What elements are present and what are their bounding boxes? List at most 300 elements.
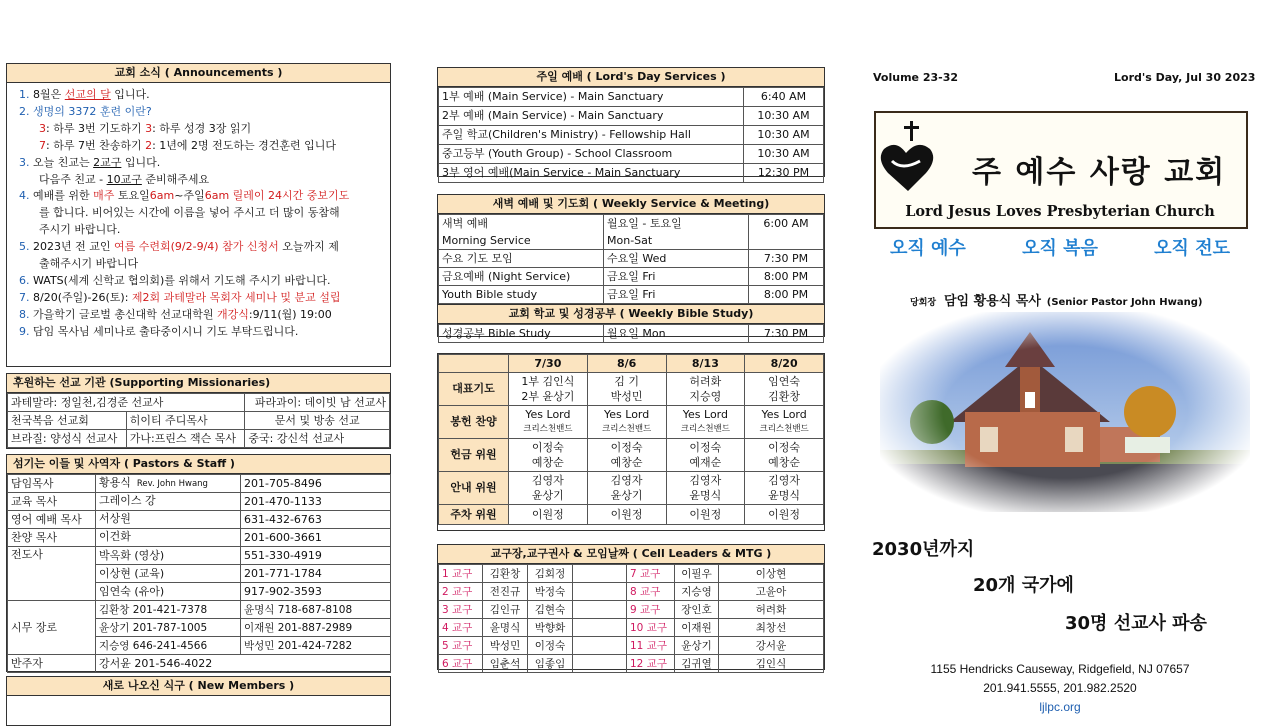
announcement-text: 준비해주세요 (141, 172, 210, 186)
cell-leader-name: 임춘석 (483, 655, 528, 673)
weekly-time (749, 232, 824, 250)
cell-leader-row (439, 583, 824, 601)
weekly-row (439, 215, 824, 233)
cell-leader-row (439, 637, 824, 655)
weekly-day: 금요일 Fri (604, 286, 749, 304)
announcement-continuation (27, 138, 390, 155)
roster-label: 봉헌 찬양 (439, 406, 509, 439)
announcement-continuation (27, 121, 390, 138)
service-name: 3부 영어 예배(Main Service - Main Sanctuary (439, 164, 744, 183)
cell-leader-name: 허려화 (719, 601, 824, 619)
cell-group-label: 11 교구 (627, 637, 675, 655)
weekly-day: Mon-Sat (604, 232, 749, 250)
cell-leader-name: 이상현 (719, 565, 824, 583)
service-row (439, 126, 824, 145)
roster-entry: Yes Lord (761, 408, 807, 421)
roster-entry: 이정숙 (531, 441, 564, 454)
cell-leaders-table (438, 564, 824, 673)
roster-row (439, 373, 824, 406)
roster-entry: 예창순 (610, 456, 643, 469)
announcement-text: 입니다. (121, 155, 161, 169)
bible-study-table (438, 324, 824, 343)
announcement-text: 를 합니다. 비어있는 시간에 이름을 넣어 주시고 더 많이 동참해 (39, 206, 340, 220)
announcement-text: 매주 (93, 189, 115, 203)
service-row (439, 88, 824, 107)
announcement-text: 예배를 위한 (33, 189, 94, 203)
cell-leaders-panel (437, 544, 825, 670)
roster-entry: 1부 김인식 (521, 375, 575, 388)
announcement-text: 6am (149, 189, 175, 203)
accompanist-role: 반주자 (8, 655, 96, 673)
church-website-link[interactable]: ljlpc.org (1039, 700, 1081, 714)
missionary-cell: 파라과이: 데이빗 남 선교사 (245, 394, 390, 412)
motto-row (890, 234, 1230, 260)
weekly-title: 새벽 예배 및 기도회 ( Weekly Service & Meeting) (438, 195, 824, 214)
roster-cell (666, 406, 745, 439)
roster-entry: 허려화 (689, 375, 722, 388)
announcement-text: 입니다. (110, 88, 150, 101)
roster-table (438, 354, 824, 525)
announcement-item (33, 104, 390, 121)
motto-1: 오직 예수 (890, 238, 966, 259)
roster-entry: 이원정 (768, 508, 801, 521)
roster-entry: 크리스천밴드 (680, 424, 731, 434)
bible-study-time: 7:30 PM (749, 325, 824, 343)
roster-entry: 이정숙 (610, 441, 643, 454)
lords-day-title: 주일 예배 ( Lord's Day Services ) (438, 68, 824, 87)
announcement-text: 10교구 (106, 172, 142, 186)
roster-header-row (439, 355, 824, 373)
roster-cell (666, 505, 745, 525)
cell-leader-name: 장인호 (675, 601, 719, 619)
roster-cell (509, 406, 588, 439)
announcement-item (33, 290, 390, 307)
staff-role: 교육 목사 (8, 493, 96, 511)
elder-entry: 김환창 201-421-7378 (96, 601, 241, 619)
roster-entry: 지승영 (689, 390, 722, 403)
weekly-time: 6:00 AM (749, 215, 824, 233)
staff-role: 영어 예배 목사 (8, 511, 96, 529)
cell-group-label: 6 교구 (439, 655, 483, 673)
roster-corner (439, 355, 509, 373)
cell-group-label: 2 교구 (439, 583, 483, 601)
roster-date: 8/6 (587, 355, 666, 373)
service-time: 10:30 AM (744, 145, 824, 164)
announcement-text: : 1년에 2명 전도하는 경건훈련 입니다 (152, 138, 337, 152)
new-members-panel (6, 676, 391, 726)
announcement-text: 가을학기 글로벌 총신대학 선교대학원 (33, 307, 218, 321)
evangelist-phone: 551-330-4919 (241, 547, 391, 565)
roster-label: 대표기도 (439, 373, 509, 406)
motto-2: 오직 복음 (1022, 238, 1098, 259)
roster-cell (745, 439, 824, 472)
roster-label: 주차 위원 (439, 505, 509, 525)
missionary-cell: 중국: 강신석 선교사 (245, 430, 390, 448)
logo-korean-text: 주 예수 사랑 교회 (972, 155, 1227, 190)
vision-line-1: 2030년까지 (872, 539, 975, 560)
announcement-text: : 하루 7번 찬송하기 (46, 138, 146, 152)
weekly-time: 7:30 PM (749, 250, 824, 268)
service-time: 12:30 PM (744, 164, 824, 183)
cell-group-label: 10 교구 (627, 619, 675, 637)
announcement-item (33, 239, 390, 256)
roster-entry: Yes Lord (525, 408, 571, 421)
announcement-text: : 하루 성경 3장 읽기 (152, 121, 252, 135)
roster-entry: 2부 윤상기 (521, 390, 575, 403)
cell-leader-name (573, 601, 627, 619)
announcement-continuation (27, 222, 390, 239)
roster-row (439, 472, 824, 505)
missionary-cell: 문서 및 방송 선교 (245, 412, 390, 430)
accompanist-row (8, 655, 391, 673)
cell-leader-name: 박성민 (483, 637, 528, 655)
church-name: Lord Jesus Loves Presbyterian Church (905, 203, 1215, 220)
announcements-panel (6, 63, 391, 367)
announcement-text: WATS(세계 신학교 협의회)를 위해서 기도해 주시기 바랍니다. (33, 273, 331, 287)
staff-panel (6, 454, 391, 672)
staff-name (96, 475, 241, 493)
announcement-text: 오늘 친교는 (33, 155, 94, 169)
cell-leader-name: 김귀열 (675, 655, 719, 673)
missionaries-panel (6, 373, 391, 449)
cell-group-label: 12 교구 (627, 655, 675, 673)
elder-row (8, 601, 391, 619)
missionary-cell: 히이티 주디목사 (126, 412, 245, 430)
roster-entry: 박성민 (610, 390, 643, 403)
staff-name-text: 이건화 (99, 530, 131, 543)
staff-name-text: 서상원 (99, 512, 131, 525)
motto-3: 오직 전도 (1154, 238, 1230, 259)
weekly-time: 8:00 PM (749, 286, 824, 304)
weekly-name: Youth Bible study (439, 286, 604, 304)
accompanist-entry: 강서윤 201-546-4022 (96, 655, 391, 673)
cell-leader-name: 이필우 (675, 565, 719, 583)
evangelist-role (8, 565, 96, 583)
cell-leader-name: 김인식 (719, 655, 824, 673)
roster-entry: 크리스천밴드 (523, 424, 573, 434)
roster-label: 헌금 위원 (439, 439, 509, 472)
evangelist-row (8, 583, 391, 601)
service-time: 6:40 AM (744, 88, 824, 107)
announcement-continuation (27, 172, 390, 189)
announcement-text: 2023년 전 교인 (33, 240, 114, 254)
announcement-text: 담임 목사님 세미나로 출타중이시니 기도 부탁드립니다. (33, 324, 299, 338)
roster-entry: 김영자 (768, 474, 801, 487)
weekly-row (439, 286, 824, 304)
roster-entry: 예창순 (531, 456, 564, 469)
evangelist-name: 이상현 (교육) (96, 565, 241, 583)
new-members-title: 새로 나오신 식구 ( New Members ) (7, 677, 390, 696)
lords-day-table (438, 87, 824, 183)
announcement-text: 3 (39, 121, 46, 135)
announcement-item (33, 307, 390, 324)
roster-entry: Yes Lord (682, 408, 728, 421)
pastor-prefix: 당회장 (910, 298, 937, 308)
announcements-title: 교회 소식 ( Announcements ) (7, 64, 390, 83)
staff-name-en: Rev. John Hwang (136, 479, 208, 489)
issue-date: Lord's Day, Jul 30 2023 (1114, 71, 1256, 84)
cell-leader-row (439, 601, 824, 619)
roster-cell (745, 505, 824, 525)
church-address: 1155 Hendricks Causeway, Ridgefield, NJ 07657 (930, 662, 1190, 676)
evangelist-row (8, 547, 391, 565)
cell-leader-name: 김현숙 (528, 601, 573, 619)
announcement-text: 출해주시기 바랍니다 (39, 257, 139, 271)
weekly-name: Morning Service (439, 232, 604, 250)
service-row (439, 107, 824, 126)
weekly-name: 수요 기도 모임 (439, 250, 604, 268)
cell-leader-name (573, 619, 627, 637)
evangelist-phone: 917-902-3593 (241, 583, 391, 601)
cell-leader-name: 윤명식 (483, 619, 528, 637)
cell-leader-name: 이재원 (675, 619, 719, 637)
staff-role: 담임목사 (8, 475, 96, 493)
roster-cell (587, 505, 666, 525)
staff-table (7, 474, 391, 673)
church-phones: 201.941.5555, 201.982.2520 (983, 681, 1137, 695)
weekly-name: 금요예배 (Night Service) (439, 268, 604, 286)
service-time: 10:30 AM (744, 126, 824, 145)
bible-study-title: 교회 학교 및 성경공부 ( Weekly Bible Study) (438, 304, 824, 324)
roster-date: 8/20 (745, 355, 824, 373)
cell-group-label: 5 교구 (439, 637, 483, 655)
roster-date: 8/13 (666, 355, 745, 373)
staff-name-text: 그레이스 강 (99, 494, 156, 507)
roster-cell (587, 472, 666, 505)
cell-leader-name: 임좋임 (528, 655, 573, 673)
cell-leader-row (439, 565, 824, 583)
roster-label: 안내 위원 (439, 472, 509, 505)
weekly-table (438, 214, 824, 304)
cell-leader-row (439, 655, 824, 673)
weekly-time: 8:00 PM (749, 268, 824, 286)
announcement-text: 오늘까지 제 (278, 240, 339, 254)
cell-leader-name (573, 655, 627, 673)
announcement-item (33, 273, 390, 290)
staff-row (8, 511, 391, 529)
announcement-text: 7 (39, 138, 46, 152)
church-building-photo (880, 312, 1250, 512)
cell-leader-name: 박향화 (528, 619, 573, 637)
announcement-text: 주시기 바랍니다. (39, 223, 121, 237)
cell-leader-row (439, 619, 824, 637)
announcement-text: 8월은 (33, 88, 65, 101)
service-name: 2부 예배 (Main Service) - Main Sanctuary (439, 107, 744, 126)
service-row (439, 164, 824, 183)
missionary-cell: 가나:프린스 잭슨 목사 (126, 430, 245, 448)
elder-entry: 이재원 201-887-2989 (241, 619, 391, 637)
roster-cell (666, 373, 745, 406)
roster-entry: 이정숙 (689, 441, 722, 454)
missionary-cell: 천국복음 선교회 (8, 412, 127, 430)
announcement-text: 개강식 (217, 307, 249, 321)
volume-label: Volume 23-32 (873, 71, 959, 84)
lords-day-panel (437, 67, 825, 177)
elders-role: 시무 장로 (8, 601, 96, 655)
announcement-item (33, 87, 390, 104)
evangelist-role: 전도사 (8, 547, 96, 565)
roster-entry: 김환창 (768, 390, 801, 403)
cell-group-label: 9 교구 (627, 601, 675, 619)
roster-entry: 김영자 (531, 474, 564, 487)
service-time: 10:30 AM (744, 107, 824, 126)
announcement-continuation (27, 256, 390, 273)
cell-leader-name: 고윤아 (719, 583, 824, 601)
weekly-row (439, 250, 824, 268)
staff-phone: 201-470-1133 (241, 493, 391, 511)
cell-leaders-title: 교구장,교구권사 & 모임날짜 ( Cell Leaders & MTG ) (438, 545, 824, 564)
roster-entry: 크리스천밴드 (759, 424, 809, 434)
roster-entry: 윤상기 (531, 489, 564, 502)
staff-name (96, 493, 241, 511)
roster-entry: 김영자 (610, 474, 643, 487)
roster-row (439, 439, 824, 472)
roster-entry: 이원정 (610, 508, 643, 521)
cell-leader-name (573, 637, 627, 655)
roster-cell (509, 373, 588, 406)
announcement-text: 여름 수련회(9/2-9/4) 참가 신청서 (114, 240, 279, 254)
staff-title: 섬기는 이들 및 사역자 ( Pastors & Staff ) (7, 455, 390, 474)
cell-leader-name: 윤상기 (675, 637, 719, 655)
roster-entry: 윤명식 (768, 489, 801, 502)
announcement-text: 다음주 친교 - (39, 172, 107, 186)
announcement-continuation (27, 205, 390, 222)
announcement-text: 8/20(주일)-26(토): (33, 290, 132, 304)
roster-entry: 이원정 (531, 508, 564, 521)
missionaries-title: 후원하는 선교 기관 (Supporting Missionaries) (7, 374, 390, 393)
service-name: 중고등부 (Youth Group) - School Classroom (439, 145, 744, 164)
staff-name-text: 황용식 (99, 476, 131, 489)
roster-entry: 크리스천밴드 (601, 424, 652, 434)
roster-entry: 이정숙 (768, 441, 801, 454)
church-logo-banner (874, 111, 1248, 229)
cell-group-label: 8 교구 (627, 583, 675, 601)
evangelist-phone: 201-771-1784 (241, 565, 391, 583)
cell-leader-name: 김회정 (528, 565, 573, 583)
elder-entry: 박성민 201-424-7282 (241, 637, 391, 655)
roster-cell (666, 472, 745, 505)
weekly-row (439, 268, 824, 286)
staff-row (8, 529, 391, 547)
staff-row (8, 475, 391, 493)
evangelist-row (8, 565, 391, 583)
vision-line-3: 30명 선교사 파송 (1065, 613, 1207, 634)
announcement-text: 3 (145, 121, 153, 135)
roster-entry: 윤상기 (610, 489, 643, 502)
roster-cell (587, 373, 666, 406)
bible-study-name: 성경공부 Bible Study (439, 325, 604, 343)
announcement-text: : 하루 3번 기도하기 (46, 121, 146, 135)
roster-date: 7/30 (509, 355, 588, 373)
roster-cell (509, 472, 588, 505)
cell-group-label: 7 교구 (627, 565, 675, 583)
roster-cell (745, 472, 824, 505)
staff-phone: 201-705-8496 (241, 475, 391, 493)
announcement-text: 생명의 3372 훈련 이란? (33, 104, 152, 118)
missionary-cell: 브라질: 양성식 선교사 (8, 430, 127, 448)
roster-cell (745, 373, 824, 406)
roster-entry: Yes Lord (604, 408, 650, 421)
roster-cell (745, 406, 824, 439)
announcement-item (33, 188, 390, 205)
roster-cell (587, 406, 666, 439)
cell-leader-name: 이정숙 (528, 637, 573, 655)
roster-entry: 임연숙 (768, 375, 801, 388)
weekly-day: 금요일 Fri (604, 268, 749, 286)
elder-entry: 윤명식 718-687-8108 (241, 601, 391, 619)
cell-group-label: 1 교구 (439, 565, 483, 583)
roster-entry: 윤명식 (689, 489, 722, 502)
roster-entry: 김영자 (689, 474, 722, 487)
cell-leader-name: 김인규 (483, 601, 528, 619)
roster-panel (437, 353, 825, 531)
roster-entry: 김 기 (614, 375, 639, 388)
staff-name (96, 529, 241, 547)
senior-pastor-line (910, 290, 1202, 309)
staff-phone: 631-432-6763 (241, 511, 391, 529)
elder-entry: 지승영 646-241-4566 (96, 637, 241, 655)
roster-cell (587, 439, 666, 472)
elder-entry: 윤상기 201-787-1005 (96, 619, 241, 637)
cell-leader-name (573, 565, 627, 583)
roster-entry: 예재순 (689, 456, 722, 469)
service-name: 1부 예배 (Main Service) - Main Sanctuary (439, 88, 744, 107)
missionary-cell: 과테말라: 정일천,김경준 선교사 (8, 394, 245, 412)
pastor-name-en: (Senior Pastor John Hwang) (1046, 297, 1203, 308)
staff-role: 찬양 목사 (8, 529, 96, 547)
cell-leader-name (573, 583, 627, 601)
evangelist-role (8, 583, 96, 601)
weekly-row (439, 232, 824, 250)
cell-leader-name: 김환창 (483, 565, 528, 583)
cell-leader-name: 박정숙 (528, 583, 573, 601)
roster-cell (509, 505, 588, 525)
cell-leader-name: 최창선 (719, 619, 824, 637)
announcement-text: 2교구 (93, 155, 122, 169)
cell-leader-name: 강서윤 (719, 637, 824, 655)
roster-row (439, 406, 824, 439)
staff-phone: 201-600-3661 (241, 529, 391, 547)
service-name: 주일 학교(Children's Ministry) - Fellowship Hall (439, 126, 744, 145)
announcement-text: 6am 릴레이 24시간 중보기도 (204, 189, 350, 203)
weekly-day: 수요일 Wed (604, 250, 749, 268)
roster-cell (509, 439, 588, 472)
weekly-day: 월요일 - 토요일 (604, 215, 749, 233)
bible-study-day: 월요일 Mon (604, 325, 749, 343)
announcement-text: 토요일 (114, 189, 150, 203)
announcement-text: ~주일 (174, 189, 205, 203)
vision-line-2: 20개 국가에 (973, 575, 1074, 596)
roster-entry: 예창순 (768, 456, 801, 469)
cell-group-label: 3 교구 (439, 601, 483, 619)
staff-row (8, 493, 391, 511)
announcement-text: 2 (145, 138, 153, 152)
announcement-text: 선교의 달 (64, 88, 111, 101)
roster-row (439, 505, 824, 525)
announcement-item (33, 155, 390, 172)
evangelist-name: 임연숙 (유아) (96, 583, 241, 601)
announcement-item (33, 324, 390, 341)
weekly-panel (437, 194, 825, 340)
cell-group-label: 4 교구 (439, 619, 483, 637)
roster-cell (666, 439, 745, 472)
announcement-text: :9/11(월) 19:00 (248, 307, 332, 321)
announcements-list (7, 83, 390, 341)
service-row (439, 145, 824, 164)
missionaries-table (7, 393, 390, 448)
staff-name (96, 511, 241, 529)
cell-leader-name: 지승영 (675, 583, 719, 601)
